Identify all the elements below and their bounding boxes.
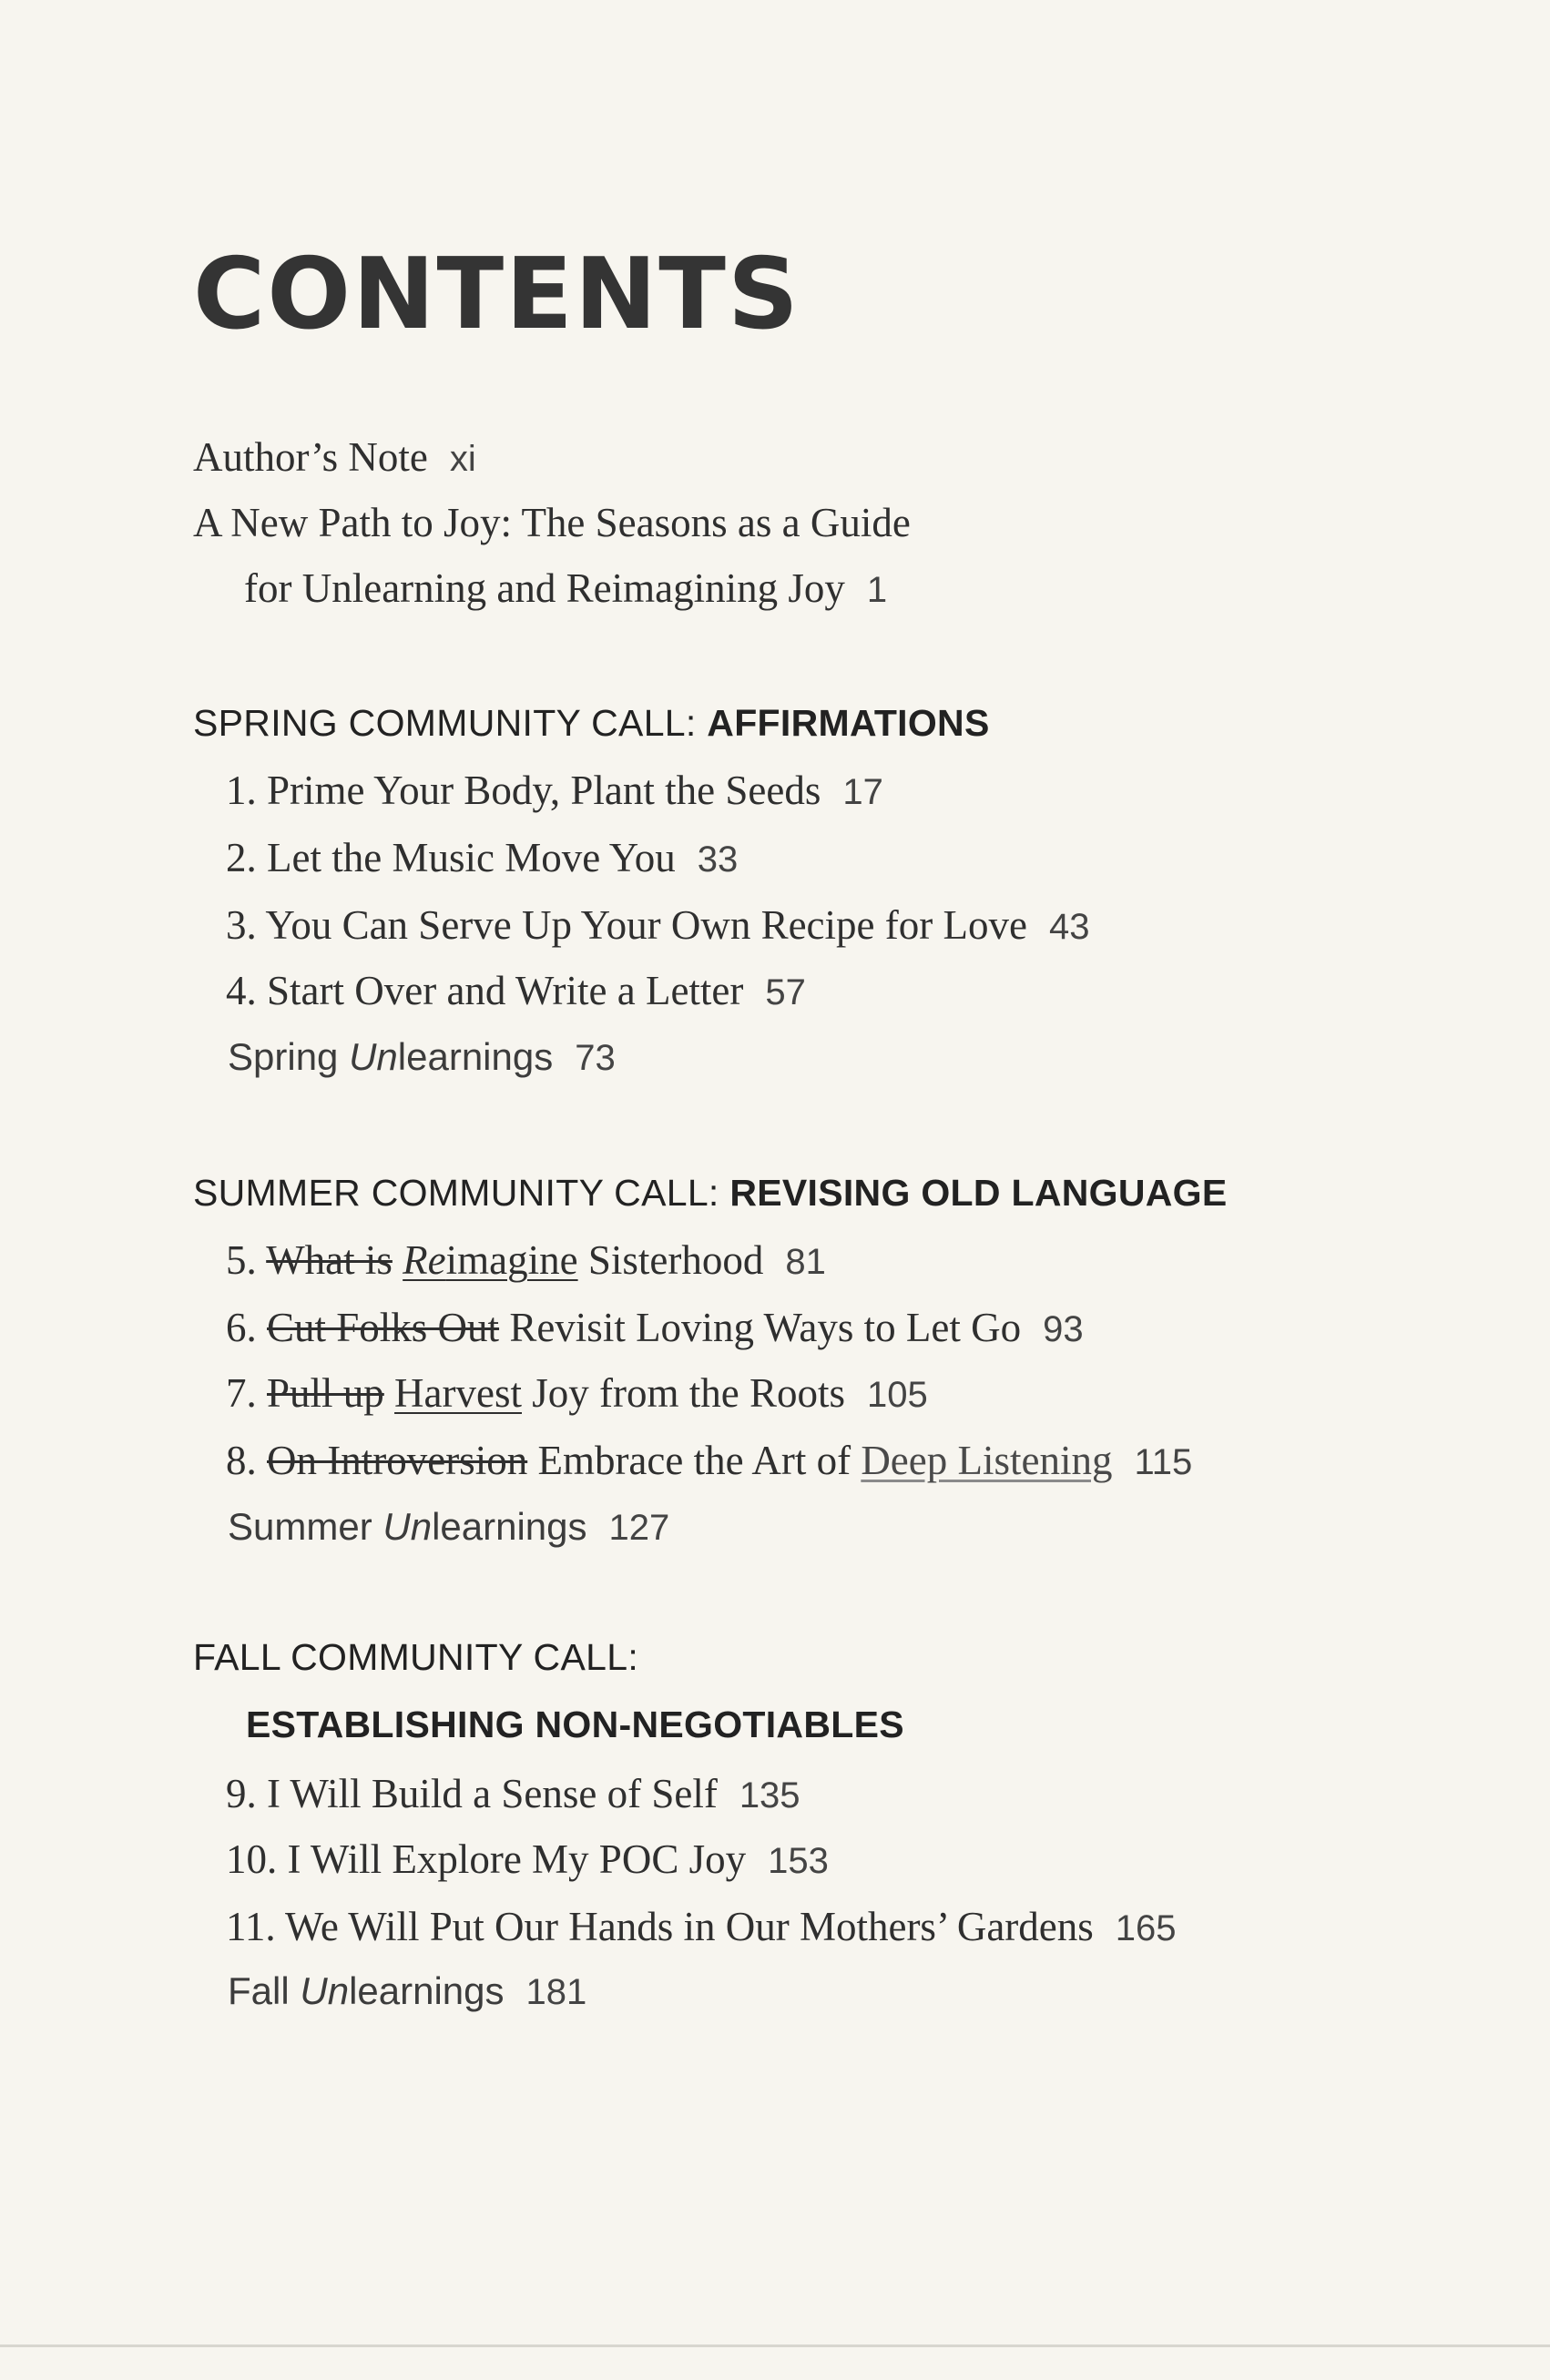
entry-text: 10. I Will Explore My POC Joy	[226, 1836, 747, 1882]
entry-page: 43	[1048, 907, 1090, 947]
toc-entry-new-path-line1: A New Path to Joy: The Seasons as a Guide	[193, 500, 911, 545]
toc-entry-chapter-8	[226, 1440, 1192, 1481]
section-heading-plain: SUMMER COMMUNITY CALL:	[193, 1172, 730, 1214]
page-title: CONTENTS	[193, 238, 800, 351]
struck-text: Cut Folks Out	[267, 1305, 500, 1350]
toc-entry-chapter-1	[226, 770, 883, 811]
unlearnings-prefix: Fall	[228, 1969, 301, 2012]
entry-text: 2. Let the Music Move You	[226, 835, 676, 880]
entry-page: 127	[608, 1508, 670, 1548]
unlearnings-prefix: Summer	[228, 1505, 383, 1548]
scan-edge-line	[0, 2344, 1550, 2347]
entry-page: 135	[739, 1775, 800, 1816]
entry-text: Joy from the Roots	[522, 1370, 845, 1416]
unlearnings-suffix: learnings	[349, 1969, 505, 2012]
entry-page: 17	[842, 772, 883, 812]
toc-entry-chapter-5	[226, 1237, 826, 1283]
toc-entry-chapter-9	[226, 1771, 800, 1816]
entry-number: 5.	[226, 1237, 267, 1283]
unlearnings-italic: Un	[382, 1505, 433, 1548]
entry-text: 4. Start Over and Write a Letter	[226, 968, 744, 1013]
toc-entry-chapter-10	[226, 1836, 829, 1882]
toc-entry-chapter-2	[226, 835, 739, 880]
toc-entry-chapter-7	[226, 1370, 928, 1416]
entry-text: Author’s Note	[193, 434, 428, 480]
section-heading-bold: AFFIRMATIONS	[707, 702, 990, 744]
entry-page: 93	[1043, 1309, 1084, 1349]
toc-entry-summer-unlearnings	[228, 1505, 670, 1548]
unlearnings-suffix: learnings	[432, 1505, 587, 1548]
unlearnings-italic: Un	[300, 1969, 350, 2012]
section-heading-fall-line2	[246, 1706, 904, 1744]
entry-text: 1. Prime Your Body, Plant the Seeds	[226, 768, 821, 813]
underlined-text: imagine	[445, 1237, 578, 1283]
entry-number: 8.	[226, 1438, 267, 1483]
entry-text: Embrace the Art of	[527, 1438, 862, 1483]
entry-page: 165	[1115, 1908, 1177, 1948]
unlearnings-prefix: Spring	[228, 1035, 350, 1078]
entry-text: for Unlearning and Reimagining Joy	[244, 565, 845, 611]
section-heading-summer	[193, 1172, 1228, 1214]
entry-text: 9. I Will Build a Sense of Self	[226, 1771, 718, 1816]
toc-entry-chapter-3	[226, 902, 1090, 948]
struck-text: Pull up	[267, 1370, 384, 1416]
entry-page: 105	[867, 1375, 928, 1415]
unlearnings-suffix: learnings	[397, 1035, 554, 1078]
entry-page: 57	[765, 972, 806, 1012]
section-heading-plain: SPRING COMMUNITY CALL:	[193, 702, 708, 744]
struck-text: On Introversion	[267, 1438, 528, 1483]
entry-page: 115	[1134, 1442, 1193, 1482]
toc-entry-chapter-4	[226, 968, 806, 1013]
entry-page: 33	[697, 839, 739, 880]
entry-page: 181	[525, 1972, 587, 2012]
toc-entry-chapter-11	[226, 1904, 1177, 1949]
entry-text: Revisit Loving Ways to Let Go	[499, 1305, 1022, 1350]
toc-entry-spring-unlearnings	[228, 1035, 616, 1078]
struck-text: What is	[266, 1237, 393, 1283]
underlined-text: Harvest	[394, 1370, 522, 1416]
entry-number: 6.	[226, 1305, 267, 1350]
section-heading-bold: ESTABLISHING NON-NEGOTIABLES	[246, 1704, 904, 1745]
toc-entry-authors-note	[193, 434, 476, 480]
entry-page: 153	[768, 1841, 829, 1881]
section-heading-bold: REVISING OLD LANGUAGE	[729, 1172, 1228, 1214]
italic-text: Re	[403, 1237, 446, 1283]
entry-page: 81	[785, 1242, 826, 1282]
section-heading-fall-line1: FALL COMMUNITY CALL:	[193, 1636, 639, 1678]
toc-entry-fall-unlearnings	[228, 1969, 587, 2012]
entry-page: 73	[575, 1038, 616, 1078]
toc-entry-new-path-line2	[244, 565, 888, 611]
entry-text: 3. You Can Serve Up Your Own Recipe for Love	[226, 902, 1027, 948]
underlined-text: Deep Listening	[861, 1438, 1113, 1483]
entry-text: 11. We Will Put Our Hands in Our Mothers’ Gardens	[226, 1904, 1094, 1949]
unlearnings-italic: Un	[349, 1035, 398, 1078]
section-heading-spring	[193, 702, 990, 744]
entry-page: 1	[866, 570, 888, 610]
entry-page: xi	[449, 439, 476, 479]
entry-number: 7.	[226, 1370, 267, 1416]
entry-text: Sisterhood	[577, 1237, 764, 1283]
toc-entry-chapter-6	[226, 1307, 1084, 1348]
